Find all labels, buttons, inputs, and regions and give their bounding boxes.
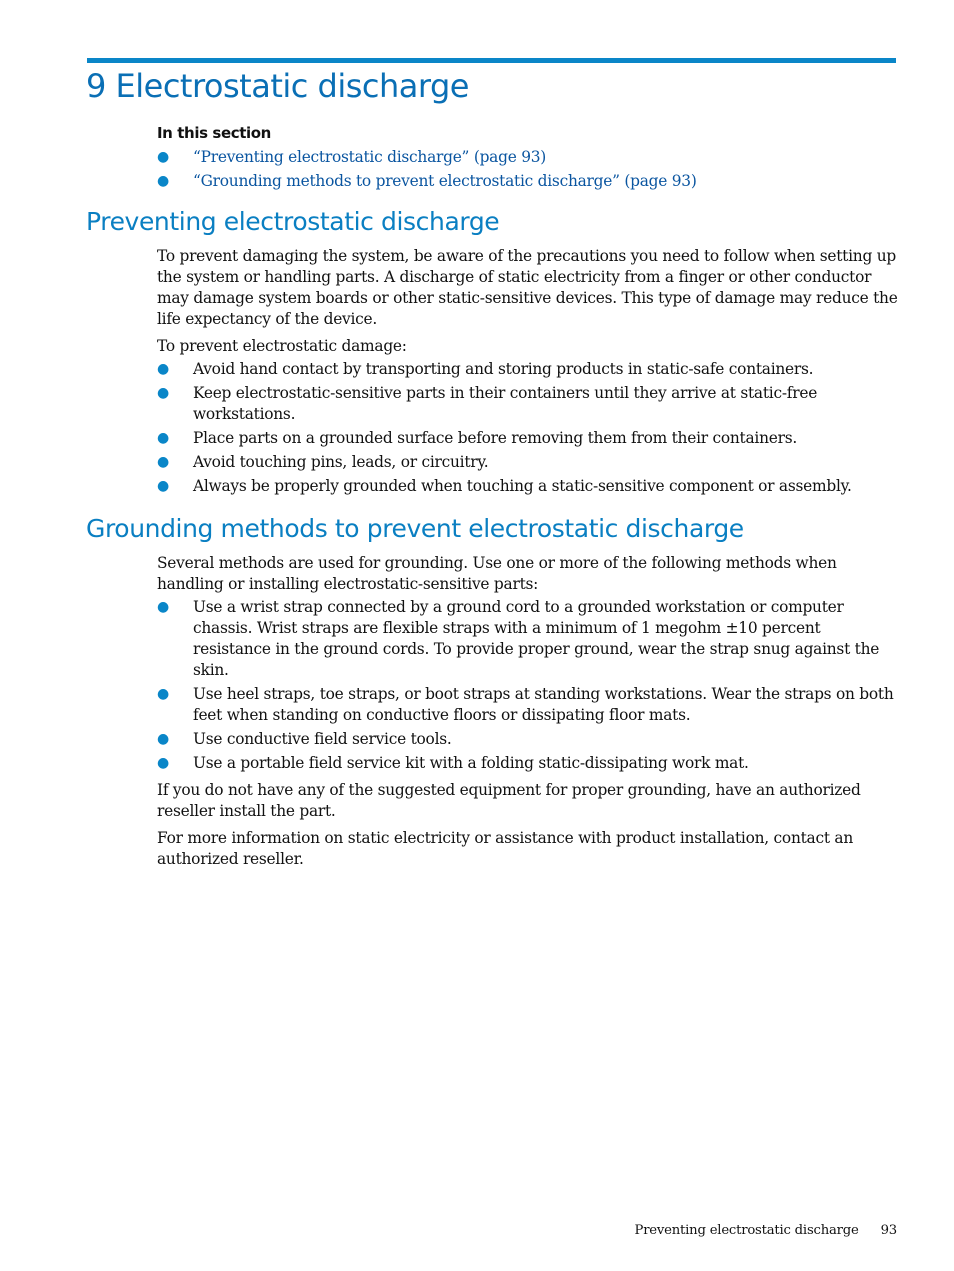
section-body-preventing <box>157 246 899 500</box>
bullet-icon: ● <box>157 430 169 446</box>
bullet-icon: ● <box>157 478 169 494</box>
list-item-text: Keep electrostatic-sensitive parts in their containers until they arrive at static-free workstations. <box>193 384 818 423</box>
page-footer <box>600 1220 897 1241</box>
footer-section-title: Preventing electrostatic discharge <box>634 1223 859 1238</box>
bullet-icon: ● <box>157 755 169 771</box>
list-item <box>157 428 899 449</box>
list-item <box>157 753 899 774</box>
chapter-rule <box>87 58 896 63</box>
paragraph-lead: To prevent electrostatic damage: <box>157 337 407 355</box>
bullet-icon: ● <box>157 149 169 165</box>
list-item-text: Avoid hand contact by transporting and storing products in static-safe containers. <box>193 360 814 378</box>
toc-link-grounding[interactable]: “Grounding methods to prevent electrostatic discharge” (page 93) <box>193 172 697 190</box>
in-this-section-label: In this section <box>157 124 271 142</box>
bullet-icon: ● <box>157 731 169 747</box>
section-body-grounding <box>157 553 899 876</box>
toc-item <box>157 171 897 192</box>
paragraph-closing-equipment: If you do not have any of the suggested equipment for proper grounding, have an authorized reseller install the part. <box>157 781 861 820</box>
list-item <box>157 684 899 726</box>
bullet-icon: ● <box>157 454 169 470</box>
grounding-methods-list <box>157 597 899 774</box>
list-item-text: Use conductive field service tools. <box>193 730 452 748</box>
list-item <box>157 729 899 750</box>
toc-item <box>157 147 897 168</box>
list-item <box>157 359 899 380</box>
list-item <box>157 597 899 681</box>
bullet-icon: ● <box>157 385 169 401</box>
toc-link-preventing[interactable]: “Preventing electrostatic discharge” (page 93) <box>193 148 547 166</box>
precautions-list <box>157 359 899 497</box>
bullet-icon: ● <box>157 361 169 377</box>
page-number: 93 <box>880 1223 897 1238</box>
bullet-icon: ● <box>157 686 169 702</box>
list-item-text: Use a portable field service kit with a folding static-dissipating work mat. <box>193 754 749 772</box>
bullet-icon: ● <box>157 173 169 189</box>
chapter-title: 9 Electrostatic discharge <box>86 67 469 105</box>
list-item <box>157 383 899 425</box>
section-toc <box>157 147 897 195</box>
section-heading-grounding: Grounding methods to prevent electrostatic discharge <box>86 514 744 543</box>
list-item-text: Use a wrist strap connected by a ground cord to a grounded workstation or computer chassis. Wrist straps are flexible straps with a minimum of 1 megohm ±10 percent resistance in the ground cords. To provide proper ground, wear the strap snug against the skin. <box>193 598 880 679</box>
list-item <box>157 476 899 497</box>
list-item-text: Avoid touching pins, leads, or circuitry. <box>193 453 489 471</box>
list-item <box>157 452 899 473</box>
list-item-text: Place parts on a grounded surface before removing them from their containers. <box>193 429 797 447</box>
list-item-text: Always be properly grounded when touching a static-sensitive component or assembly. <box>193 477 852 495</box>
paragraph-intro: To prevent damaging the system, be aware of the precautions you need to follow when setting up the system or handling parts. A discharge of static electricity from a finger or other conductor may damage system boards or other static-sensitive devices. This type of damage may reduce the life expectancy of the device. <box>157 247 898 328</box>
section-heading-preventing: Preventing electrostatic discharge <box>86 207 500 236</box>
paragraph-closing-contact: For more information on static electricity or assistance with product installation, contact an authorized reseller. <box>157 829 854 868</box>
list-item-text: Use heel straps, toe straps, or boot straps at standing workstations. Wear the straps on both feet when standing on conductive floors or dissipating floor mats. <box>193 685 894 724</box>
paragraph-intro: Several methods are used for grounding. Use one or more of the following methods when handling or installing electrostatic-sensitive parts: <box>157 554 837 593</box>
bullet-icon: ● <box>157 599 169 615</box>
